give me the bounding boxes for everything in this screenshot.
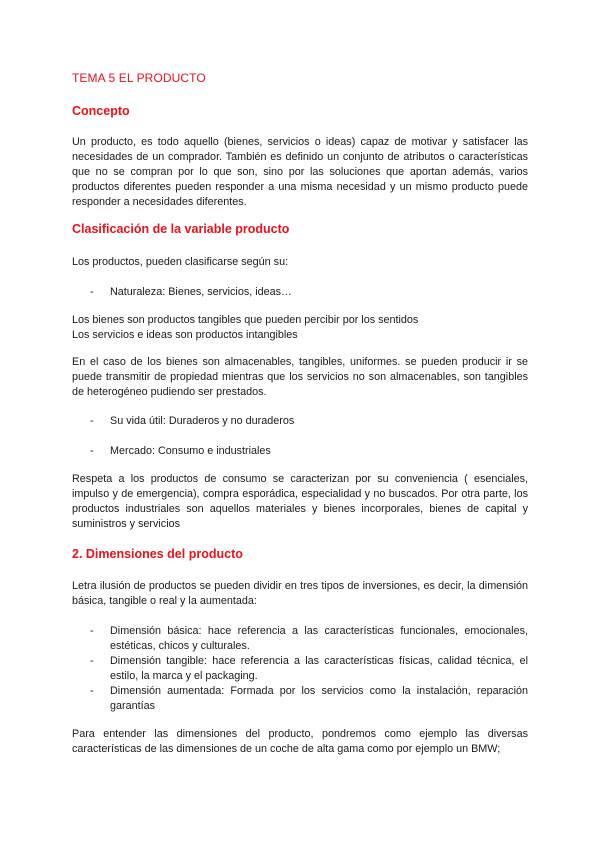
bullet-dash: - [90,685,94,697]
list-item-text: Su vida útil: Duraderos y no duraderos [110,415,295,427]
list-item-text: Dimensión aumentada: Formada por los servicios como la instalación, reparación garantías [110,685,528,712]
paragraph-concepto: Un producto, es todo aquello (bienes, servicios o ideas) capaz de motivar y satisfacer las necesidades de un comprador. También es definido un conjunto de atributos o características que no se compran por lo que son, sino por las soluciones que aportan además, varios productos diferentes pueden responder a una misma necesidad y un mismo producto puede responder a necesidades diferentes. [72,136,528,208]
list-item-text: Mercado: Consumo e industriales [110,445,271,457]
line-servicios: Los servicios e ideas son productos intangibles [72,329,298,341]
paragraph-clasificacion-intro: Los productos, pueden clasificarse según su: [72,256,289,268]
bullet-dash: - [90,625,94,637]
list-item-text: Dimensión tangible: hace referencia a las características físicas, calidad técnica, el estilo, la marca y el packaging. [110,655,528,682]
list-item-text: Naturaleza: Bienes, servicios, ideas… [110,286,292,298]
bullet-dash: - [90,415,94,427]
paragraph-bienes-servicios: En el caso de los bienes son almacenables, tangibles, uniformes. se pueden producir ir se puede transmitir de propiedad mientras que los servicios no son almacenables, son tangibles de heterogéneo pudiendo ser prestados. [72,356,528,398]
bullet-dash: - [90,655,94,667]
paragraph-consumo-industriales: Respeta a los productos de consumo se caracterizan por su conveniencia ( esenciales, impulso y de emergencia), compra esporádica, especialidad y no buscados. Por otra parte, los productos industriales son aquellos materiales y bienes incorporales, bienes de capital y suministros y servicios [72,473,528,530]
heading-dimensiones: 2. Dimensiones del producto [72,547,243,561]
document-title: TEMA 5 EL PRODUCTO [72,71,206,85]
list-item-text: Dimensión básica: hace referencia a las características funcionales, emocionales, estéticas, chicos y culturales. [110,625,528,652]
line-bienes: Los bienes son productos tangibles que pueden percibir por los sentidos [72,314,419,326]
heading-concepto: Concepto [72,104,130,118]
heading-clasificacion: Clasificación de la variable producto [72,222,290,236]
paragraph-closing: Para entender las dimensiones del producto, pondremos como ejemplo las diversas características de las dimensiones de un coche de alta gama como por ejemplo un BMW; [72,728,528,755]
bullet-dash: - [90,286,94,298]
bullet-dash: - [90,445,94,457]
paragraph-dimensiones: Letra ilusión de productos se pueden dividir en tres tipos de inversiones, es decir, la dimensión básica, tangible o real y la aumentada: [72,580,528,607]
